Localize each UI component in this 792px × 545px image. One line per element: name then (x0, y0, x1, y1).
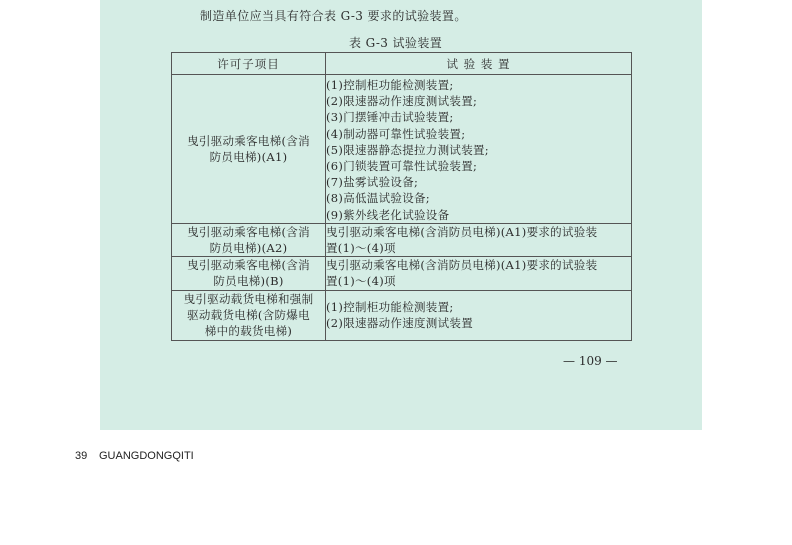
device-item: (1)控制柜功能检测装置; (326, 78, 454, 92)
device-item: (4)制动器可靠性试验装置; (326, 126, 466, 141)
subitem-line: 梯中的载货电梯) (204, 324, 293, 339)
header-subitem: 许可子项目 (172, 53, 326, 75)
subitem-line: 曳引驱动载货电梯和强制 (183, 292, 314, 307)
devices-cell (326, 75, 632, 224)
device-item: (7)盐雾试验设备; (326, 175, 419, 190)
subitem-line: 曳引驱动乘客电梯(含消 (187, 258, 310, 273)
subitem-line: 曳引驱动乘客电梯(含消 (187, 224, 310, 239)
device-line: 曳引驱动乘客电梯(含消防员电梯)(A1)要求的试验装 (326, 224, 598, 239)
table-row (172, 256, 632, 290)
device-item: (2)限速器动作速度测试装置 (326, 316, 473, 331)
subitem-line: 防员电梯)(B) (213, 274, 284, 289)
page-number: — 109 — (563, 354, 618, 368)
intro-sentence: 制造单位应当具有符合表 G-3 要求的试验装置。 (200, 9, 467, 23)
subitem-cell (172, 256, 326, 290)
devices-cell (326, 223, 632, 256)
header-devices: 试 验 装 置 (326, 53, 632, 75)
subitem-cell (172, 223, 326, 256)
table-header-row (172, 53, 632, 75)
footer-label: GUANGDONGQITI (99, 450, 194, 462)
subitem-line: 防员电梯)(A1) (209, 149, 288, 164)
device-item: (5)限速器静态提拉力测试装置; (326, 142, 489, 157)
table-row (172, 290, 632, 340)
subitem-line: 驱动载货电梯(含防爆电 (187, 308, 310, 323)
device-line: 置(1)～(4)项 (326, 274, 396, 289)
device-item: (9)紫外线老化试验设备 (326, 207, 450, 222)
subitem-cell (172, 290, 326, 340)
device-item: (8)高低温试验设备; (326, 191, 430, 206)
device-item: (1)控制柜功能检测装置; (326, 300, 454, 315)
device-item: (6)门锁装置可靠性试验装置; (326, 159, 478, 174)
subitem-line: 曳引驱动乘客电梯(含消 (187, 133, 310, 148)
device-item: (3)门摆锤冲击试验装置; (326, 110, 454, 125)
device-line: 曳引驱动乘客电梯(含消防员电梯)(A1)要求的试验装 (326, 258, 598, 273)
device-line: 置(1)～(4)项 (326, 240, 396, 255)
devices-cell (326, 290, 632, 340)
subitem-line: 防员电梯)(A2) (209, 240, 288, 255)
table-caption: 表 G-3 试验装置 (349, 36, 443, 50)
subitem-cell (172, 75, 326, 224)
table-row (172, 75, 632, 224)
footer-page-index: 39 (75, 450, 88, 462)
device-item: (2)限速器动作速度测试装置; (326, 94, 478, 109)
devices-cell (326, 256, 632, 290)
table-row (172, 223, 632, 256)
test-device-table (171, 52, 632, 341)
